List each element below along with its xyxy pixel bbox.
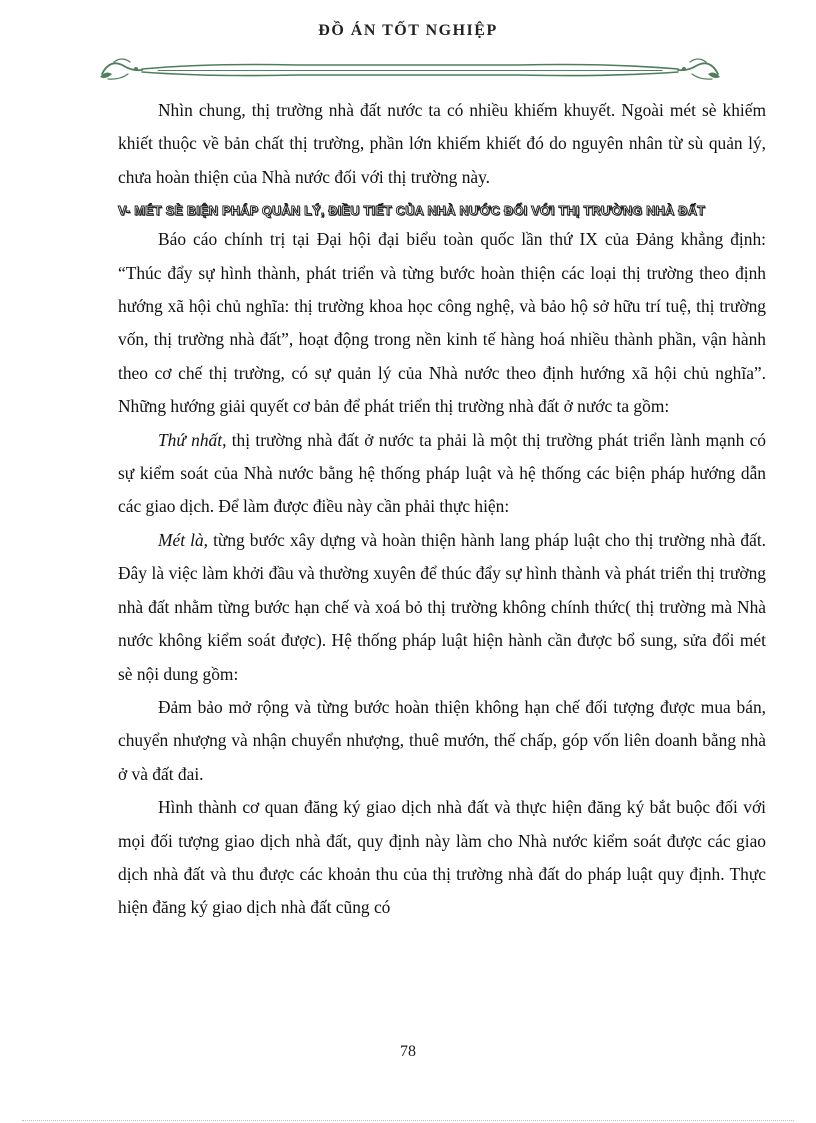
legal-corridor-text: từng bước xây dựng và hoàn thiện hành lang pháp luật cho thị trường nhà đất. Đây là việc làm khởi đầu và thường xuyên để thúc đẩy sự hình thành và phát triển thị trường nhà đất nhằm từng bước hạn chế và xoá bỏ thị trường không chính thức( thị trường mà Nhà nước không kiểm soát được). Hệ thống pháp luật hiện hành cần được bổ sung, sửa đổi mét sè nội dung gồm: [118, 529, 766, 684]
page-number: 78 [400, 1043, 416, 1060]
paragraph-overview: Nhìn chung, thị trường nhà đất nước ta có nhiều khiếm khuyết. Ngoài mét sè khiếm khiết thuộc về bản chất thị trường, phần lớn khiếm khiết đó do nguyên nhân từ sù quản lý, chưa hoàn thiện của Nhà nước đối với thị trường này. [118, 100, 766, 187]
first-point-text: , thị trường nhà đất ở nước ta phải là một thị trường phát triển lành mạnh có sự kiểm soát của Nhà nước bằng hệ thống pháp luật và hệ thống các biện pháp hướng dẫn các giao dịch. Để làm được điều này cần phải thực hiện: [118, 429, 766, 517]
bottom-dotted-rule [22, 1120, 794, 1121]
paragraph-expansion: Đảm bảo mở rộng và từng bước hoàn thiện không hạn chế đối tượng được mua bán, chuyển nhượng và nhận chuyển nhượng, thuê mướn, thế chấp, góp vốn liên doanh bằng nhà ở và đất đai. [118, 696, 766, 784]
paragraph-legal-corridor [118, 524, 766, 691]
legal-corridor-lead: Mét là, [158, 529, 208, 550]
paragraph-first-point [118, 424, 766, 524]
document-body [118, 94, 766, 925]
header-ornament-divider [98, 50, 722, 88]
paragraph-registration: Hình thành cơ quan đăng ký giao dịch nhà đất và thực hiện đăng ký bắt buộc đối với mọi đối tượng giao dịch nhà đất, quy định này làm cho Nhà nước kiểm soát được các giao dịch nhà đất và thu được các khoản thu của thị trường nhà đất do pháp luật quy định. Thực hiện đăng ký giao dịch nhà đất cũng có [118, 797, 766, 918]
paragraph-political-report: Báo cáo chính trị tại Đại hội đại biểu toàn quốc lần thứ IX của Đảng khẳng định: “Thúc đẩy sự hình thành, phát triển và từng bước hoàn thiện các loại thị trường theo định hướng xã hội chủ nghĩa: thị trường khoa học công nghệ, và bảo hộ sở hữu trí tuệ, thị trường vốn, thị trường nhà đất”, hoạt động trong nền kinh tế hàng hoá nhiều thành phần, vận hành theo cơ chế thị trường, có sự quản lý của Nhà nước theo định hướng xã hội chủ nghĩa”. Những hướng giải quyết cơ bản để phát triển thị trường nhà đất ở nước ta gồm: [118, 229, 766, 417]
section-heading: V- MÉT SÈ BIỆN PHÁP QUẢN LÝ, ĐIỀU TIẾT CỦA NHÀ NƯỚC ĐỐI VỚI THỊ TRƯỜNG NHÀ ĐẤT [118, 203, 706, 219]
first-point-lead: Thứ nhất [158, 429, 223, 450]
page-header-title: ĐỒ ÁN TỐT NGHIỆP [318, 22, 498, 39]
